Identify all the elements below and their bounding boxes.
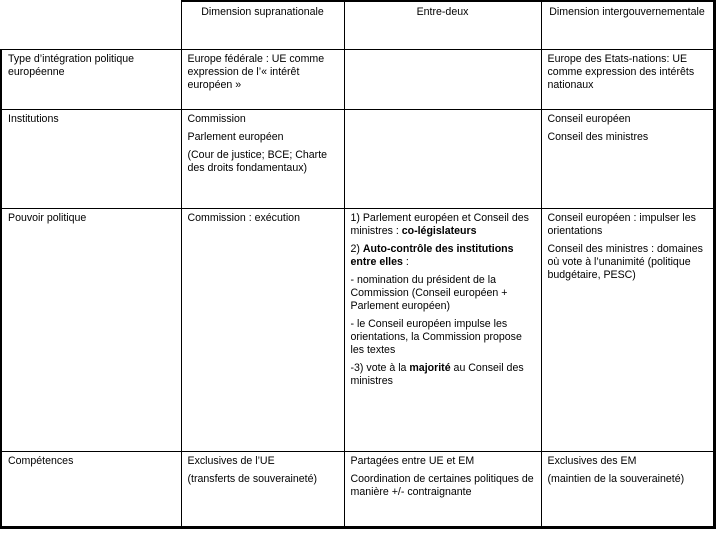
line-bold: majorité xyxy=(409,361,451,374)
cell-inter xyxy=(541,451,714,527)
cell-line: (maintien de la souveraineté) xyxy=(547,472,685,485)
cell-inter xyxy=(541,208,714,451)
cell-line: Conseil des ministres : domaines où vote à l’unanimité (politique budgétaire, PESC) xyxy=(547,242,703,281)
cell-supra xyxy=(181,451,344,527)
header-intergouvernemental: Dimension intergouvernementale xyxy=(541,1,714,49)
row-label: Compétences xyxy=(1,451,181,527)
line-text: : xyxy=(402,255,409,268)
cell-line: Conseil européen : impulser les orientations xyxy=(547,211,696,237)
cell-line: Exclusives des EM xyxy=(547,454,637,467)
cell-inter xyxy=(541,109,714,208)
table-row xyxy=(1,49,714,109)
line-text: 2) xyxy=(350,242,363,255)
cell-line: Europe fédérale : UE comme expression de l’« intérêt européen » xyxy=(187,52,325,91)
line-text: au Conseil des ministres xyxy=(350,361,524,387)
cell-line: Parlement européen xyxy=(187,130,284,143)
cell-line: Commission : exécution xyxy=(187,211,300,224)
cell-between xyxy=(344,451,541,527)
line-text: - nomination du président de la Commission (Conseil européen + Parlement européen) xyxy=(350,273,508,312)
cell-supra xyxy=(181,49,344,109)
row-label: Institutions xyxy=(1,109,181,208)
row-label: Type d’intégration politique européenne xyxy=(1,49,181,109)
cell-line xyxy=(351,318,535,357)
cell-line: Coordination de certaines politiques de manière +/- contraignante xyxy=(350,472,534,498)
cell-line: Conseil des ministres xyxy=(547,130,649,143)
cell-line: Exclusives de l’UE xyxy=(187,454,275,467)
header-supranational: Dimension supranationale xyxy=(181,1,344,49)
line-text: - le Conseil européen impulse les orientations, la Commission propose les textes xyxy=(350,317,522,356)
cell-line: (transferts de souveraineté) xyxy=(187,472,318,485)
header-corner-cell xyxy=(1,1,181,49)
table-row xyxy=(1,109,714,208)
cell-between xyxy=(344,208,541,451)
cell-between xyxy=(344,49,541,109)
cell-supra xyxy=(181,109,344,208)
cell-line xyxy=(351,362,535,388)
line-bold: Auto-contrôle des institutions entre elles xyxy=(350,242,514,268)
cell-line xyxy=(351,274,535,313)
table-row xyxy=(1,451,714,527)
cell-between xyxy=(344,109,541,208)
line-bold: co-législateurs xyxy=(401,224,477,237)
header-row xyxy=(1,1,714,49)
row-label: Pouvoir politique xyxy=(1,208,181,451)
cell-line: Partagées entre UE et EM xyxy=(350,454,475,467)
cell-line: Europe des Etats-nations: UE comme expression des intérêts nationaux xyxy=(547,52,695,91)
cell-line: (Cour de justice; BCE; Charte des droits fondamentaux) xyxy=(187,148,328,174)
line-text: 1) Parlement européen et Conseil des ministres : xyxy=(350,211,529,237)
cell-supra xyxy=(181,208,344,451)
cell-line xyxy=(351,212,535,238)
cell-line: Conseil européen xyxy=(547,112,631,125)
cell-line xyxy=(351,243,535,269)
table-row xyxy=(1,208,714,451)
cell-inter xyxy=(541,49,714,109)
cell-line: Commission xyxy=(187,112,246,125)
line-text: -3) vote à la xyxy=(350,361,410,374)
header-entre-deux: Entre-deux xyxy=(344,1,541,49)
